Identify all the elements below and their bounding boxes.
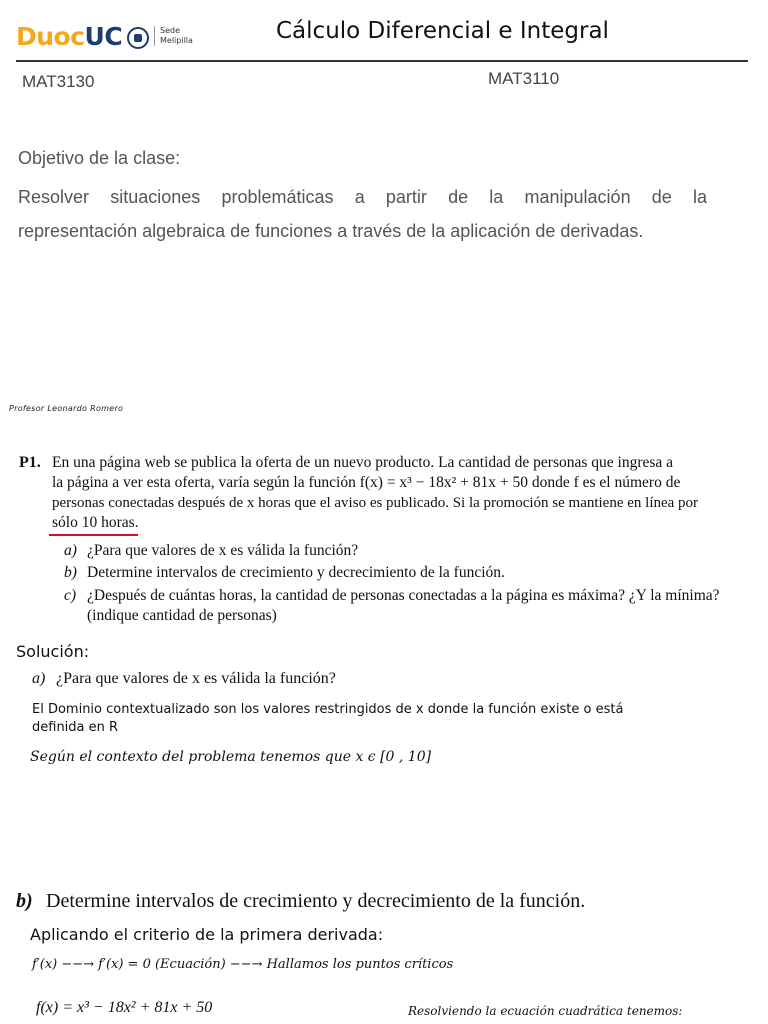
- problem-line-2: la página a ver esta oferta, varía según la función f(x) = x³ − 18x² + 81x + 50 donde f es el número de: [52, 474, 681, 491]
- header-divider: [16, 60, 748, 62]
- solution-heading: Solución:: [16, 642, 90, 661]
- problem-label: P1.: [19, 454, 41, 471]
- objective-line-1: Resolver situaciones problemáticas a partir de la manipulación de la: [18, 187, 707, 207]
- problem-line-1: En una página web se publica la oferta de un nuevo producto. La cantidad de personas que ingresa a: [52, 454, 674, 471]
- item-a-text: ¿Para que valores de x es válida la función?: [87, 542, 359, 559]
- quadratic-note: Resolviendo la ecuación cuadrática tenemos:: [408, 1004, 683, 1018]
- context-statement: Según el contexto del problema tenemos que x ϵ [0 , 10]: [30, 749, 432, 765]
- domain-line-1: El Dominio contextualizado son los valores restringidos de x donde la función existe o está: [32, 702, 624, 717]
- course-code-right: MAT3110: [488, 69, 560, 88]
- professor-name: Profesor Leonardo Romero: [9, 404, 124, 413]
- part-b-label: b): [16, 890, 33, 912]
- problem-line-3: personas conectadas después de x horas que el aviso es publicado. Si la promoción se mantiene en línea por: [52, 495, 699, 511]
- item-b-text: Determine intervalos de crecimiento y decrecimiento de la función.: [87, 564, 505, 581]
- item-c-text: ¿Después de cuántas horas, la cantidad de personas conectadas a la página es máxima? ¿Y la mínima?: [87, 587, 720, 604]
- item-b-label: b): [64, 564, 77, 581]
- logo: [16, 22, 196, 54]
- solution-a-label: a): [32, 670, 46, 687]
- problem-line-4: sólo 10 horas.: [52, 514, 139, 531]
- item-c-continuation: (indique cantidad de personas): [87, 607, 277, 624]
- function-expression: f(x) = x³ − 18x² + 81x + 50: [36, 999, 213, 1016]
- objective-line-2: representación algebraica de funciones a través de la aplicación de derivadas.: [18, 221, 644, 241]
- shield-emblem-icon: [127, 27, 149, 49]
- underline-highlight: [49, 534, 138, 536]
- criterion-line: Aplicando el criterio de la primera derivada:: [30, 925, 384, 944]
- solution-a-text: ¿Para que valores de x es válida la función?: [56, 670, 336, 687]
- part-b-heading: Determine intervalos de crecimiento y decrecimiento de la función.: [46, 890, 586, 912]
- logo-wordmark: DuocUC: [16, 22, 123, 51]
- domain-line-2: definida en R: [32, 720, 119, 735]
- derivative-line: f′(x) −−→ f′(x) = 0 (Ecuación) −−→ Hallamos los puntos críticos: [32, 957, 454, 972]
- item-a-label: a): [64, 542, 77, 559]
- item-c-label: c): [64, 587, 77, 604]
- sede-label: Sede Melipilla: [154, 26, 193, 46]
- objective-heading: Objetivo de la clase:: [18, 148, 181, 168]
- page-title: Cálculo Diferencial e Integral: [276, 18, 609, 44]
- course-code-left: MAT3130: [22, 72, 95, 91]
